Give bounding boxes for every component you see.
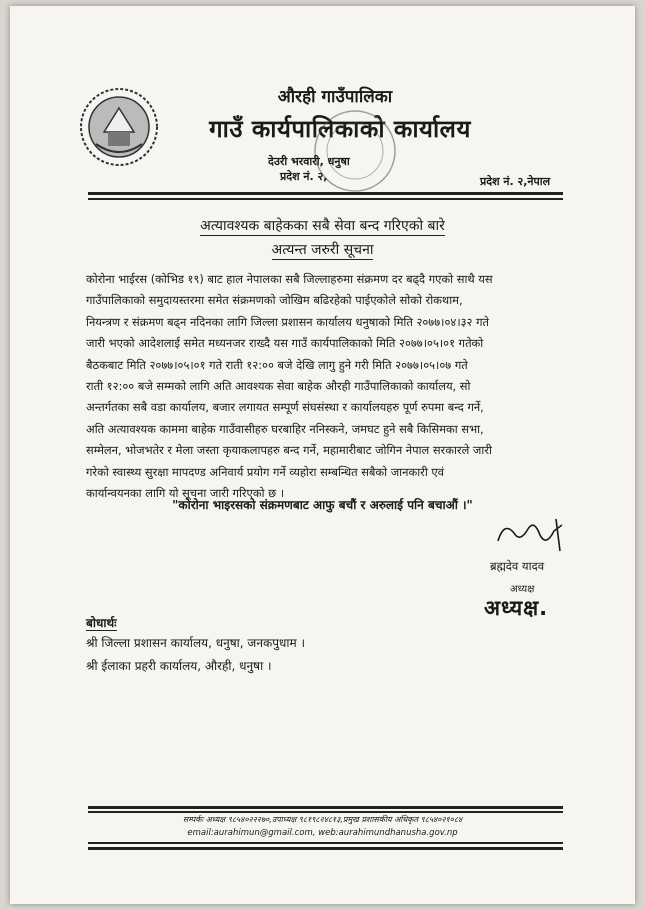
province-label: प्रदेश नं. २,नेपाल: [480, 175, 551, 188]
nepal-emblem-logo: [78, 86, 160, 168]
slogan: "कोरोना भाइरसको संक्रमणबाट आफु बचौं र अरुलाई पनि बचाऔं ।": [172, 498, 473, 512]
body-line: सम्मेलन, भोजभतेर र मेला जस्ता कृयाकलापहरु बन्द गर्ने, महामारीबाट जोगिन नेपाल सरकारले जारी: [86, 443, 492, 458]
cc-label-text: बोधार्थः: [86, 616, 117, 630]
body-line: नियन्त्रण र संक्रमण बढ्न नदिनका लागि जिल्ला प्रशासन कार्यालय धनुषाको मिति २०७७।०४।३२ गते: [86, 314, 490, 329]
header-rule-thin: [88, 198, 563, 200]
footer-rule: [88, 806, 563, 809]
body-line: गरेको स्वास्थ्य सुरक्षा मापदण्ड अनिवार्य प्रयोग गर्ने व्यहोरा सम्बन्धित सबैको जानकारी एवं: [86, 464, 445, 479]
notice-body: [86, 269, 572, 504]
role-stamp: अध्यक्ष.: [484, 596, 549, 620]
office-address: देउरी भरवारी, धनुषा: [268, 155, 350, 168]
body-line: राती १२:०० बजे सम्मको लागि अति आवश्यक सेवा बाहेक औरही गाउँपालिकाको कार्यालय, सो: [86, 379, 471, 394]
body-line: कोरोना भाईरस (कोभिड १९) बाट हाल नेपालका सबै जिल्लाहरुमा संक्रमण दर बढ्दै गएको साथै यस: [86, 272, 493, 286]
handwritten-signature: [490, 511, 570, 556]
body-line: बैठकबाट मिति २०७७।०५।०१ गते राती १२:०० बजे देखि लागु हुने गरी मिति २०७७।०५।०७ गते: [86, 357, 468, 372]
body-line: अति अत्यावश्यक काममा बाहेक गाउँवासीहरु घरबाहिर ननिस्कने, जमघट हुने सबै किसिमका सभा,: [86, 421, 484, 436]
footer-contact: सम्पर्कः अध्यक्ष ९८५४०२२२७०,उपाध्यक्ष ९८१९८२४८१३,प्रमुख प्रशासकीय अधिकृत ९८५४०२१०८४: [182, 815, 463, 824]
cc-item: श्री ईलाका प्रहरी कार्यालय, औरही, धनुषा ।: [86, 659, 272, 673]
footer-email: email:aurahimun@gmail.com, web:aurahimundhanusha.gov.np: [187, 828, 458, 838]
cc-label: [86, 614, 117, 631]
cc-item: श्री जिल्ला प्रशासन कार्यालय, धनुषा, जनकपुधाम ।: [86, 636, 306, 650]
municipality-name: औरही गाउँपालिका: [277, 87, 393, 107]
notice-title: [10, 240, 635, 259]
signer-name: ब्रह्मदेव यादव: [490, 559, 545, 573]
header-rule: [88, 192, 563, 195]
subject-text: अत्यावश्यक बाहेकका सबै सेवा बन्द गरिएको बारे: [200, 218, 445, 234]
body-line: कार्यान्वयनका लागि यो सूचना जारी गरिएको छ ।: [86, 486, 285, 501]
footer-rule-thin: [88, 811, 563, 813]
body-line: गाउँपालिकाको समुदायस्तरमा समेत संक्रमणको जोखिम बढिरहेको पाईएकोले सोको रोकथाम,: [86, 293, 463, 308]
footer-rule-bottom-thick: [88, 847, 563, 850]
notice-title-text: अत्यन्त जरुरी सूचना: [271, 242, 374, 258]
body-line: जारी भएको आदेशलाई समेत मध्यनजर राख्दै यस गाउँ कार्यपालिकाको मिति २०७७।०५।०१ गतेको: [86, 336, 484, 351]
office-address-line2: प्रदेश नं. २,: [280, 170, 328, 183]
body-line: अन्तर्गतका सबै वडा कार्यालय, बजार लगायत सम्पूर्ण संघसंस्था र कार्यालयहरु पूर्ण रुपमा बन्द गर्ने,: [86, 400, 484, 415]
office-name: गाउँ कार्यपालिकाको कार्यालय: [209, 115, 471, 143]
footer-rule-bottom: [88, 842, 563, 844]
letter-sheet: [10, 6, 635, 904]
signer-role: अध्यक्ष: [510, 584, 535, 595]
subject-line: [10, 216, 635, 235]
